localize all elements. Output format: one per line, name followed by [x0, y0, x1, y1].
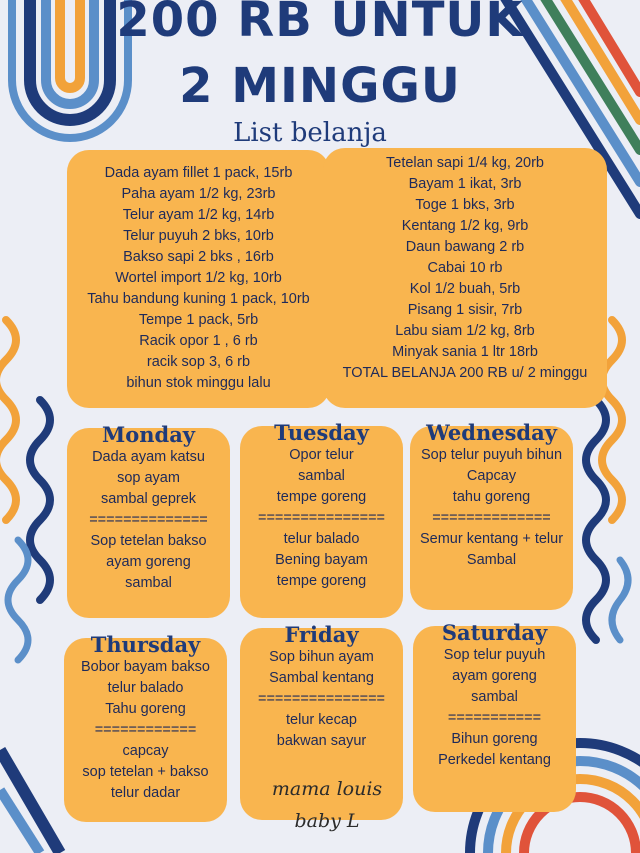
list-item: sambal geprek [100, 491, 197, 507]
list-item: TOTAL BELANJA 200 RB u/ 2 minggu [342, 365, 588, 381]
list-item: Cabai 10 rb [427, 260, 503, 276]
list-item: Opor telur [289, 447, 354, 463]
day-title: Tuesday [274, 420, 369, 445]
list-item: Sop telur puyuh [443, 647, 546, 663]
list-item: Sop telur puyuh bihun [420, 447, 563, 463]
list-item: Tahu bandung kuning 1 pack, 10rb [87, 291, 310, 307]
list-item: tempe goreng [276, 489, 367, 505]
list-item: Labu siam 1/2 kg, 8rb [395, 323, 535, 339]
list-item: Kentang 1/2 kg, 9rb [401, 218, 529, 234]
list-item: =========== [447, 710, 542, 726]
day-title: Friday [284, 622, 359, 647]
day-title: Saturday [441, 620, 548, 645]
day-card-wednesday [410, 420, 573, 610]
list-item: Racik opor 1 , 6 rb [139, 333, 258, 349]
list-item: telur kecap [286, 712, 357, 728]
list-item: Capcay [466, 468, 517, 484]
list-item: ============== [89, 512, 208, 528]
list-item: Telur puyuh 2 bks, 10rb [123, 228, 274, 244]
list-item: Pisang 1 sisir, 7rb [407, 302, 523, 318]
list-item: =============== [257, 510, 386, 526]
list-item: tahu goreng [452, 489, 531, 505]
signature-line1: mama louis [271, 778, 383, 800]
list-item: Tahu goreng [105, 701, 186, 717]
list-item: telur balado [107, 680, 184, 696]
list-item: sambal [298, 468, 345, 484]
list-item: bakwan sayur [276, 733, 367, 749]
list-item: sop ayam [117, 470, 180, 486]
list-item: Sop tetelan bakso [90, 533, 207, 549]
list-item: telur balado [283, 531, 360, 547]
list-item: Daun bawang 2 rb [405, 239, 525, 255]
page-title-line2: 2 MINGGU [179, 58, 461, 114]
list-item: Perkedel kentang [438, 752, 551, 768]
list-item: Sambal [466, 552, 517, 568]
day-title: Monday [101, 422, 195, 447]
menu-items [413, 645, 576, 771]
list-item: Sop bihun ayam [269, 649, 374, 665]
list-item: sop tetelan + bakso [82, 764, 209, 780]
list-item: Bobor bayam bakso [81, 659, 210, 675]
list-item: Minyak sania 1 ltr 18rb [392, 344, 538, 360]
list-item: Kol 1/2 buah, 5rb [409, 281, 521, 297]
list-item: =============== [257, 691, 386, 707]
menu-items [64, 657, 227, 804]
list-item: Sambal kentang [269, 670, 374, 686]
day-card-monday [67, 422, 230, 618]
list-item: Bakso sapi 2 bks , 16rb [123, 249, 274, 265]
list-item: ayam goreng [106, 554, 191, 570]
page-title-line1: 200 RB UNTUK [116, 0, 524, 48]
menu-items [240, 647, 403, 752]
list-item: Dada ayam fillet 1 pack, 15rb [104, 165, 293, 181]
list-item: Tempe 1 pack, 5rb [138, 312, 259, 328]
list-item: sambal [125, 575, 172, 591]
list-item: ayam goreng [452, 668, 537, 684]
day-card-tuesday [240, 420, 403, 618]
list-item: Semur kentang + telur [419, 531, 564, 547]
menu-items [410, 445, 573, 571]
list-item: Bayam 1 ikat, 3rb [408, 176, 522, 192]
list-item: Telur ayam 1/2 kg, 14rb [122, 207, 275, 223]
list-item: telur dadar [110, 785, 181, 801]
signature-line2: baby L [294, 810, 360, 832]
day-title: Wednesday [426, 420, 557, 445]
list-item: Dada ayam katsu [92, 449, 205, 465]
shopping-list-left [67, 150, 330, 408]
day-title: Thursday [90, 632, 201, 657]
list-item: tempe goreng [276, 573, 367, 589]
menu-items [240, 445, 403, 592]
list-item: capcay [122, 743, 169, 759]
list-item: ============== [432, 510, 551, 526]
list-item: Wortel import 1/2 kg, 10rb [115, 270, 282, 286]
list-item: bihun stok minggu lalu [126, 375, 271, 391]
subtitle: List belanja [233, 118, 387, 148]
list-item: racik sop 3, 6 rb [146, 354, 251, 370]
shopping-list-right [323, 148, 607, 408]
list-item: Toge 1 bks, 3rb [415, 197, 515, 213]
list-item: Paha ayam 1/2 kg, 23rb [121, 186, 276, 202]
list-item: Bihun goreng [451, 731, 538, 747]
menu-items [67, 447, 230, 594]
list-item: Tetelan sapi 1/4 kg, 20rb [386, 155, 544, 171]
list-item: ============ [94, 722, 197, 738]
list-item: sambal [471, 689, 518, 705]
day-card-saturday [413, 620, 576, 812]
list-item: Bening bayam [275, 552, 368, 568]
day-card-thursday [64, 632, 227, 822]
